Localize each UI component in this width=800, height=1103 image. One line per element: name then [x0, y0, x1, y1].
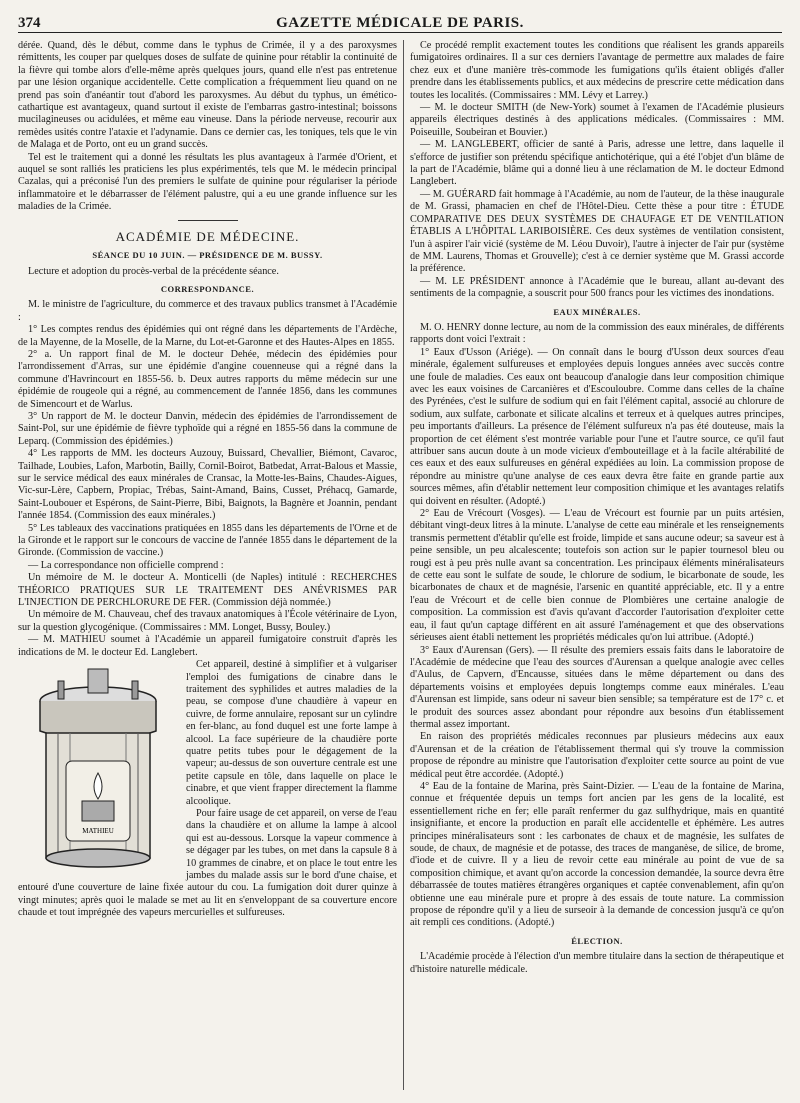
- correspondance-heading: CORRESPONDANCE.: [160, 283, 255, 294]
- paragraph: Tel est le traitement qui a donné les résultats les plus avantageux à l'armée d'Orient, et auquel se sont ralliés les praticiens les plus expérimentés, tels que M. le médecin principal Cazalas, qui a préconisé l'un des premiers le sulfate de quinine pour régulariser la période inflammatoire et le débarrasser de l'élément palustre, qui a eu une grande influence sur les maladies de la Crimée.: [18, 151, 397, 213]
- paragraph: Lecture et adoption du procès-verbal de la précédente séance.: [28, 265, 279, 277]
- running-title: GAZETTE MÉDICALE DE PARIS.: [276, 15, 524, 31]
- paragraph: En raison des propriétés médicales reconnues par plusieurs médecins aux eaux d'Aurensan et de la création de l'établissement thermal qui s'y trouve la commission propose de répondre au ministre que l'autorisation d'exploiter cette source au point de vue médical peut être accordée. (Adopté.): [410, 731, 784, 780]
- eaux-minerales-heading: EAUX MINÉRALES.: [553, 306, 641, 317]
- section-title-academie: ACADÉMIE DE MÉDECINE.: [115, 228, 300, 244]
- paragraph: — M. GUÉRARD fait hommage à l'Académie, au nom de l'auteur, de la thèse inaugurale de M. Grassi, phamacien en chef de l'Hôtel-Dieu. Cette thèse a pour titre : ÉTUDE COMPARATIVE DES DEUX SYSTÈMES DE CHAUFAGE ET DE VENTILATION ÉTABLIS A L'HÔPITAL LARIBOISIÈRE. Ces deux systèmes de ventilation consistent, l'un à aspirer l'air vicié (système de M. Léou Duvoir), l'autre à injecter de l'air pur (système de MM. Laurens, Thomas et Grouvelle); c'est à ce dernier système que M. Grassi accorde la préférence.: [410, 188, 784, 275]
- figure-label: MATHIEU: [82, 827, 114, 836]
- apparatus-illustration: [18, 661, 178, 876]
- paragraph: — La correspondance non officielle comprend :: [28, 559, 224, 571]
- paragraph: 2° Eau de Vrécourt (Vosges). — L'eau de Vrécourt est fournie par un puits artésien, débitant vingt-deux litres à la minute. L'analyse de cette eau minérale et les renseignements transmis permettent d'établir qu'elle est froide, limpide et sans aucune odeur; sa saveur est à peine sensible, un peu alcalescente; toutefois son action sur le papier tournesol bleu ou rougi est à peu près nulle avant sa concentration. Les principaux éléments minéralisateurs de cette eau sont le sulfate de soude, le chlorure de sodium, le bicarbonate de soude, les bicarbonates de chaux et de magnésie, l'arsenic en quantité appréciable, etc. Il y a entre l'eau de Vrécourt et de celle bien connue de Plombières une certaine analogie de composition. La commission est d'avis qu'avant d'accorder l'autorisation d'exploiter cette eau, il faut qu'un captage différent en ait assuré l'aménagement et que des observations sérieuses aient établi nettement les propriétés médicales qu'on lui attribue. (Adopté.): [410, 508, 784, 644]
- paragraph: M. le ministre de l'agriculture, du commerce et des travaux publics transmet à l'Académie :: [18, 299, 397, 323]
- paragraph: 4° Les rapports de MM. les docteurs Auzouy, Buissard, Chevallier, Biémont, Cavaroc, Tailhade, Loubies, Lafon, Marbotin, Bailly, Cornil-Boirot, Batbedat, Arrat-Balous et Massie, sur le service médical des eaux minérales de Cransac, la Motte-les-Bains, Chaudes-Aigues, Vic-sur-Lère, Capbern, Propiac, Trébas, Saint-Amand, Bains, Cusset, Préhacq, Gamarde, Saint-Loubouer et Espérons, de Saint-Pierre, Bibi, Baignots, la Bagnère et Joannin, pendant l'année 1854. (Commission des eaux minérales.): [18, 448, 397, 522]
- paragraph: — M. le docteur SMITH (de New-York) soumet à l'examen de l'Académie plusieurs appareils électriques destinés à des applications médicales. (Commissaires : MM. Poiseuille, Soubeiran et Bouvier.): [410, 102, 784, 138]
- paragraph: Cet appareil, destiné à simplifier et à vulgariser l'emploi des fumigations de cinabre dans le traitement des syphilides et autres maladies de la peau, se compose d'une chaudière à vapeur en cuivre, de forme annulaire, reposant sur un cylindre en fer-blanc, au fond duquel est une forte lampe à alcool. La face supérieure de la chaudière porte quatre petits tubes pour le dégagement de la vapeur; au-dessus de son ouverture centrale est une petite capsule en tôle, dans laquelle on place le cinabre, et que vient frapper directement la flamme alcoolique.: [186, 659, 397, 807]
- paragraph: Un mémoire de M. Chauveau, chef des travaux anatomiques à l'École vétérinaire de Lyon, sur la question glycogénique. (Commissaires : MM. Longet, Bussy, Bouley.): [18, 609, 397, 633]
- paragraph: 3° Un rapport de M. le docteur Danvin, médecin des épidémies de l'arrondissement de Saint-Pol, sur une épidémie de fièvre typhoïde qui a régné en 1855-56 dans la commune de Leparq. (Commission des épidémies.): [18, 410, 397, 447]
- seance-heading: SÉANCE DU 10 JUIN. — PRÉSIDENCE DE M. BUSSY.: [92, 250, 323, 261]
- paragraph: — M. MATHIEU soumet à l'Académie un appareil fumigatoire construit d'après les indications de M. le docteur Ed. Langlebert.: [18, 634, 397, 658]
- fumigation-apparatus-figure: [18, 661, 178, 876]
- paragraph: M. O. HENRY donne lecture, au nom de la commission des eaux minérales, de différents rapports dont voici l'extrait :: [410, 321, 784, 346]
- left-column: [18, 40, 397, 920]
- right-column: [410, 40, 784, 976]
- paragraph: — M. LANGLEBERT, officier de santé à Paris, adresse une lettre, dans laquelle il s'efforce de justifier son prétendu spécifique antichotérique, qui a été l'objet d'un blâme de la part de l'Académie, blâme qui a donné lieu à une réclamation de M. le docteur Edmond Langlebert.: [410, 139, 784, 188]
- paragraph: dérée. Quand, dès le début, comme dans le typhus de Crimée, il y a des paroxysmes rémittents, les couper par quelques doses de sulfate de quinine pour rétablir la continuité de la fièvre qui tombe alors d'elle-même après quelques jours, quand elle n'est pas entretenue par une lésion organique accidentelle. Cette complication a fréquemment lieu quand on ne prend pas soin d'anéantir tout d'abord les paroxysmes. Au début du typhus, un émético-cathartique est avantageux, quand surtout il existe de l'embarras gastro-intestinal; boissons mucilagineuses ou acidulées, et même eau vineuse. Dans la période nerveuse, recourir aux remèdes usités contre l'ataxie et l'adynamie. Dans ce dernier cas, les toniques, tels que le vin de Malaga et de Porto, ont eu un grand succès.: [18, 40, 397, 151]
- paragraph: 5° Les tableaux des vaccinations pratiquées en 1855 dans les départements de l'Orne et de la Gironde et le rapport sur le concours de vaccine de l'année 1855 dans le département de la Gironde. (Commission de vaccine.): [18, 522, 397, 559]
- page-number: 374: [18, 15, 41, 31]
- election-heading: ÉLECTION.: [571, 935, 623, 946]
- paragraph: Ce procédé remplit exactement toutes les conditions que réalisent les grands appareils fumigatoires ordinaires. Il a sur ces derniers l'avantage de permettre aux malades de faire chez eux et d'une manière très-commode les fumigations qu'ils étaient obligés d'aller prendre dans les établissements publics, et aux médecins de prescrire cette médication dans toutes les localités. (Commissaires : MM. Lévy et Larrey.): [410, 40, 784, 101]
- paragraph: 3° Eaux d'Aurensan (Gers). — Il résulte des premiers essais faits dans le laboratoire de l'Académie de médecine que l'eau des sources d'Aurensan a quelque analogie avec celles d'Aulus, de Capvern, d'Encausse, situées dans le même département ou dans des départements voisins et employées depuis longtemps comme eaux minérales. L'eau d'Aurensan est limpide, sans odeur ni saveur bien sensible; sa température est de 17° c. et le produit des sources assez abondant pour répondre aux besoins d'un établissement thermal assez important.: [410, 644, 784, 730]
- paragraph: 1° Eaux d'Usson (Ariége). — On connaît dans le bourg d'Usson deux sources d'eau minérale, également sulfureuses et employées depuis longues années avec succès contre une foule de maladies. Ces eaux ont beaucoup d'analogie dans leur composition chimique avec les eaux voisines de Carcanières et d'Escouloubre. Comme dans celles de la chaîne des Pyrénées, c'est le sulfure de sodium qui en fait l'élément capital, associé au chlorure de sodium, aux sulfate, carbonate et silicate alcalins et terreux et à quelques autres principes, peu importants d'ailleurs. La présence de l'élément sulfureux n'a pas été douteuse, mais la proportion de cet élément s'est montrée variable pour l'une et l'autre source, ce qu'il faut attribuer sans aucun doute à un mode vicieux d'embouteillage et à la facile altérabilité de ces eaux et des eaux sulfureuses en général expédiées au loin. La commission propose de répondre au ministre qu'une analyse de ces eaux devra être faite en grande partie aux sources mêmes, afin d'établir nettement leur composition chimique et les avantages relatifs qui doivent en résulter. (Adopté.): [410, 346, 784, 507]
- section-rule: [178, 220, 238, 221]
- paragraph: — M. LE PRÉSIDENT annonce à l'Académie que le bureau, allant au-devant des sentiments de la compagnie, a souscrit pour 500 francs pour les victimes des inondations.: [410, 275, 784, 300]
- paragraph: 2° a. Un rapport final de M. le docteur Dehée, médecin des épidémies pour l'arrondissement d'Arras, sur une épidémie d'angine couenneuse qui a régné dans la commune d'Havrincourt en 1855-56. b. Deux autres rapports du même médecin sur une épidémie de rougeole qui a régné, au commencement de l'année 1856, dans les communes de Simencourt et de Warlus.: [18, 348, 397, 410]
- page-header: [18, 10, 782, 33]
- paragraph: L'Académie procède à l'élection d'un membre titulaire dans la section de thérapeutique et d'histoire naturelle médicale.: [410, 951, 784, 975]
- paragraph: 4° Eau de la fontaine de Marina, près Saint-Dizier. — L'eau de la fontaine de Marina, connue et fréquentée depuis un temps fort ancien par les gens de la localité, est essentiellement riche en fer; elle paraît renfermer du gaz sulfhydrique, mais en quantité insignifiante, et encore la production en paraît elle accidentelle et éphémère. Les autres principes minéralisateurs sont : les carbonates de chaux et de magnésie, les sulfates de soude, de chaux, de magnésie et de potasse, des traces de manganèse, de silice, de brome, d'iode et de cuivre. Il y a lieu de revoir cette eau minérale au point de vue de sa composition chimique, et avant qu'on accorde la concession demandée, la source devra être débarrassée de toutes matières étrangères organiques et captée convenablement, afin qu'on obtienne une eau minérale pure et propre à des essais de toute nature. La commission propose de répondre qu'il y a lieu de surseoir à la demande de concession jusqu'à ce qu'on ait rempli ces conditions. (Adopté.): [410, 780, 784, 929]
- column-divider: [403, 40, 404, 1090]
- paragraph: 1° Les comptes rendus des épidémies qui ont régné dans les départements de l'Ardèche, de la Mayenne, de la Moselle, de la Marne, du Lot-et-Garonne et des Hautes-Alpes en 1855.: [18, 324, 397, 348]
- paragraph: Un mémoire de M. le docteur A. Monticelli (de Naples) intitulé : RECHERCHES THÉORICO PRATIQUES SUR LE TRAITEMENT DES ANÉVRISMES PAR L'INJECTION DE PERCHLORURE DE FER. (Commission déjà nommée.): [18, 572, 397, 609]
- paragraph: Pour faire usage de cet appareil, on verse de l'eau dans la chaudière et on allume la lampe à alcool qui est au-dessous. Lorsque la vapeur commence à se dégager par les tubes, on met dans la capsule 8 à 10 grammes de cinabre, et on place le tout entre les jambes du malade assis sur le bord d'une chaise, et entouré d'une couverture de laine fixée autour du cou. La fumigation doit durer quinze à vingt minutes; après quoi le malade se met au lit en s'enveloppant de sa couverture encore chaude et tout imprégnée des vapeurs mercurielles et sulfureuses.: [18, 807, 397, 919]
